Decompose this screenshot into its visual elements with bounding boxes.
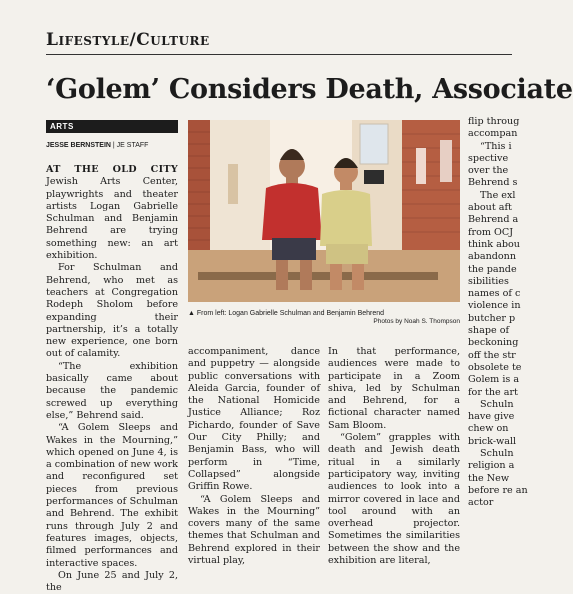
article-column-1 xyxy=(46,164,178,594)
photo-caption xyxy=(188,310,460,325)
paragraph: flip throug accompan xyxy=(468,116,520,140)
photo-credit: Photos by Noah S. Thompson xyxy=(373,318,460,325)
paragraph: The exl about aft Behrend a from OCJ think abou abandonn the pande sibilities names of c violence in butcher p shape of beckoning off the str obsolete te Golem is a for the art xyxy=(468,189,522,398)
byline-role: | JE STAFF xyxy=(112,142,149,149)
paragraph: “The exhibition basically came about because the pandemic screwed up everything else,” Behrend said. xyxy=(46,360,178,421)
byline-name: JESSE BERNSTEIN xyxy=(46,142,111,149)
paragraph: “Golem” grapples with death and Jewish death ritual in a similarly participatory way, inviting audiences to look into a mirror covered in lace and tool around with an overhead projector. Sometimes the similarities between the show and the exhibition are literal, xyxy=(328,432,460,567)
paragraph: Schuln religion a the New before re an actor xyxy=(468,448,528,509)
header-rule xyxy=(46,54,512,55)
article-column-3 xyxy=(328,346,460,567)
arts-tag: ARTS xyxy=(46,120,178,133)
article-column-4 xyxy=(468,116,528,510)
article-column-2 xyxy=(188,346,320,567)
lead-caps: AT THE OLD CITY xyxy=(46,164,178,175)
paragraph: Schuln have give chew on brick-wall xyxy=(468,398,517,447)
paragraph: In that performance, audiences were made to participate in a Zoom shiva, led by Schulman and Behrend, for a fictional character named Sam Bloom. xyxy=(328,346,460,431)
paragraph: “This i spective over the Behrend s xyxy=(468,140,518,189)
byline xyxy=(46,142,148,149)
article-photo xyxy=(188,120,460,302)
headline: ‘Golem’ Considers Death, Associate xyxy=(46,74,573,105)
gallery-photo-illustration xyxy=(188,120,460,302)
paragraph: For Schulman and Behrend, who met as teachers at Congregation Rodeph Sholom before expanding their partnership, it’s a totally new experience, one born out of calamity. xyxy=(46,262,178,360)
lead-paragraph xyxy=(46,164,178,262)
paragraph: “A Golem Sleeps and Wakes in the Mourning” covers many of the same themes that Schulman and Behrend explored in their virtual play, xyxy=(188,493,320,567)
section-header: Lifestyle/Culture xyxy=(46,30,210,50)
paragraph: accompaniment, dance and puppetry — alongside public conversations with Aleida Garcia, founder of the National Homicide Justice Alliance; Roz Pichardo, founder of Save Our City Philly; and Benjamin Bass, who will perform in “Time, Collapsed” alongside Griffin Rowe. xyxy=(188,346,320,493)
paragraph: “A Golem Sleeps and Wakes in the Mourning,” which opened on June 4, is a combination of new work and reconfigured set pieces from previous performances of Schulman and Behrend. The exhibit runs through July 2 and features images, objects, filmed performances and interactive spaces. xyxy=(46,422,178,569)
caption-text: ▲ From left: Logan Gabrielle Schulman and Benjamin Behrend xyxy=(188,310,385,317)
paragraph: On June 25 and July 2, the xyxy=(46,569,178,594)
lead-text: Jewish Arts Center, playwrights and theater artists Logan Gabrielle Schulman and Benjamin Behrend are trying something new: an art exhibition. xyxy=(46,176,178,262)
